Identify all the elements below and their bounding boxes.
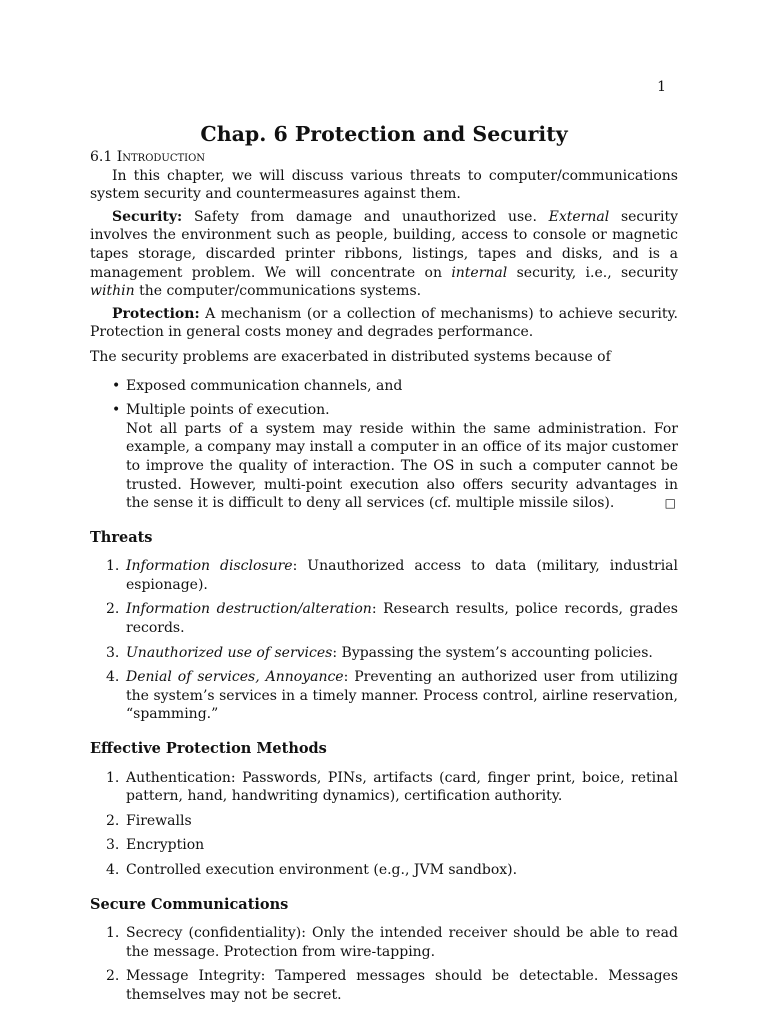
security-italic-external: External — [548, 208, 610, 225]
item-number: 4. — [106, 862, 120, 878]
list-item — [106, 668, 678, 724]
comm-text: Secrecy (confidentiality): Only the intended receiver should be able to read the message. Protection from wire-tapping. — [126, 925, 678, 960]
item-number: 2. — [106, 812, 120, 829]
qed-box-icon: □ — [664, 496, 676, 511]
list-item — [106, 769, 678, 806]
bullet-icon: • — [112, 377, 121, 394]
list-item — [106, 600, 678, 637]
secure-comm-heading: Secure Communications — [90, 895, 289, 913]
threat-term: Information disclosure — [126, 558, 293, 575]
item-number: 2. — [106, 601, 120, 618]
item-number: 1. — [106, 925, 120, 942]
item-number: 2. — [106, 968, 120, 985]
secure-comm-list — [90, 924, 678, 1004]
threats-heading: Threats — [90, 528, 153, 546]
item-number: 3. — [106, 837, 120, 854]
list-item — [106, 836, 678, 855]
item-number: 4. — [106, 669, 120, 686]
threat-text: : Preventing an authorized user from utilizing the system’s services in a timely manner. Process control, airline reservation, “spamming.” — [126, 669, 678, 723]
chapter-title: Chap. 6 Protection and Security — [200, 122, 568, 146]
bullet-text: Exposed communication channels, and — [126, 377, 403, 394]
threat-term: Information destruction/alteration — [126, 601, 372, 618]
protection-text: A mechanism (or a collection of mechanisms) to achieve security. Protection in general costs money and degrades performance. — [90, 305, 678, 341]
method-text: Authentication: Passwords, PINs, artifacts (card, finger print, boice, retinal pattern, hand, handwriting dynamics), certification authority. — [126, 769, 678, 805]
item-number: 1. — [106, 769, 120, 786]
threats-list — [90, 557, 678, 724]
list-item — [112, 377, 678, 396]
intro-paragraph: In this chapter, we will discuss various threats to computer/communications system security and countermeasures against them. — [90, 167, 678, 203]
bullet-detail: Not all parts of a system may reside within the same administration. For example, a company may install a computer in an office of its major customer to improve the quality of interaction. The OS in such a computer cannot be trusted. However, multi-point execution also offers security advantages in the sense it is difficult to deny all services (cf. multiple missile silos). — [126, 420, 678, 512]
list-item — [106, 924, 678, 961]
methods-list — [90, 769, 678, 880]
bullet-text: Multiple points of execution. — [126, 402, 330, 419]
methods-heading: Effective Protection Methods — [90, 740, 327, 758]
security-text-4: the computer/communications systems. — [139, 283, 422, 300]
section-number: 6.1 — [90, 149, 113, 165]
security-text-3: security, i.e., security — [516, 264, 679, 281]
section-title: Introduction — [116, 149, 206, 165]
security-text-1: Safety from damage and unauthorized use. — [193, 208, 537, 225]
item-number: 3. — [106, 644, 120, 661]
security-definition — [90, 208, 678, 301]
document-page — [90, 78, 678, 1011]
security-italic-within: within — [90, 283, 135, 300]
method-text: Encryption — [126, 837, 205, 854]
list-item — [106, 967, 678, 1004]
threat-term: Denial of services, Annoyance — [126, 669, 344, 686]
threat-text: : Research results, police records, grades records. — [126, 601, 678, 637]
bullet-icon: • — [112, 402, 121, 419]
security-italic-internal: internal — [451, 264, 508, 281]
threat-text: : Unauthorized access to data (military, industrial espionage). — [126, 558, 678, 593]
list-item — [106, 812, 678, 831]
page-number: 1 — [657, 79, 666, 95]
item-number: 1. — [106, 558, 120, 575]
security-text-2: security involves the environment such as people, building, access to console or magnetic tapes storage, discarded printer ribbons, listings, tapes and disks, and is a management problem. We will concentrate on — [90, 208, 678, 281]
list-item — [106, 557, 678, 594]
security-term: Security: — [112, 208, 183, 225]
threat-text: : Bypassing the system’s accounting policies. — [332, 644, 653, 661]
method-text: Controlled execution environment (e.g., JVM sandbox). — [126, 862, 518, 878]
section-heading — [90, 148, 678, 167]
list-item — [106, 861, 678, 880]
comm-text: Message Integrity: Tampered messages should be detectable. Messages themselves may not be secret. — [126, 968, 678, 1003]
threat-term: Unauthorized use of services — [126, 644, 333, 661]
bullet-list — [90, 377, 678, 513]
distributed-intro: The security problems are exacerbated in distributed systems because of — [90, 348, 611, 365]
method-text: Firewalls — [126, 812, 192, 829]
protection-term: Protection: — [112, 305, 200, 322]
list-item — [106, 644, 678, 663]
protection-definition — [90, 305, 678, 342]
list-item — [112, 401, 678, 513]
